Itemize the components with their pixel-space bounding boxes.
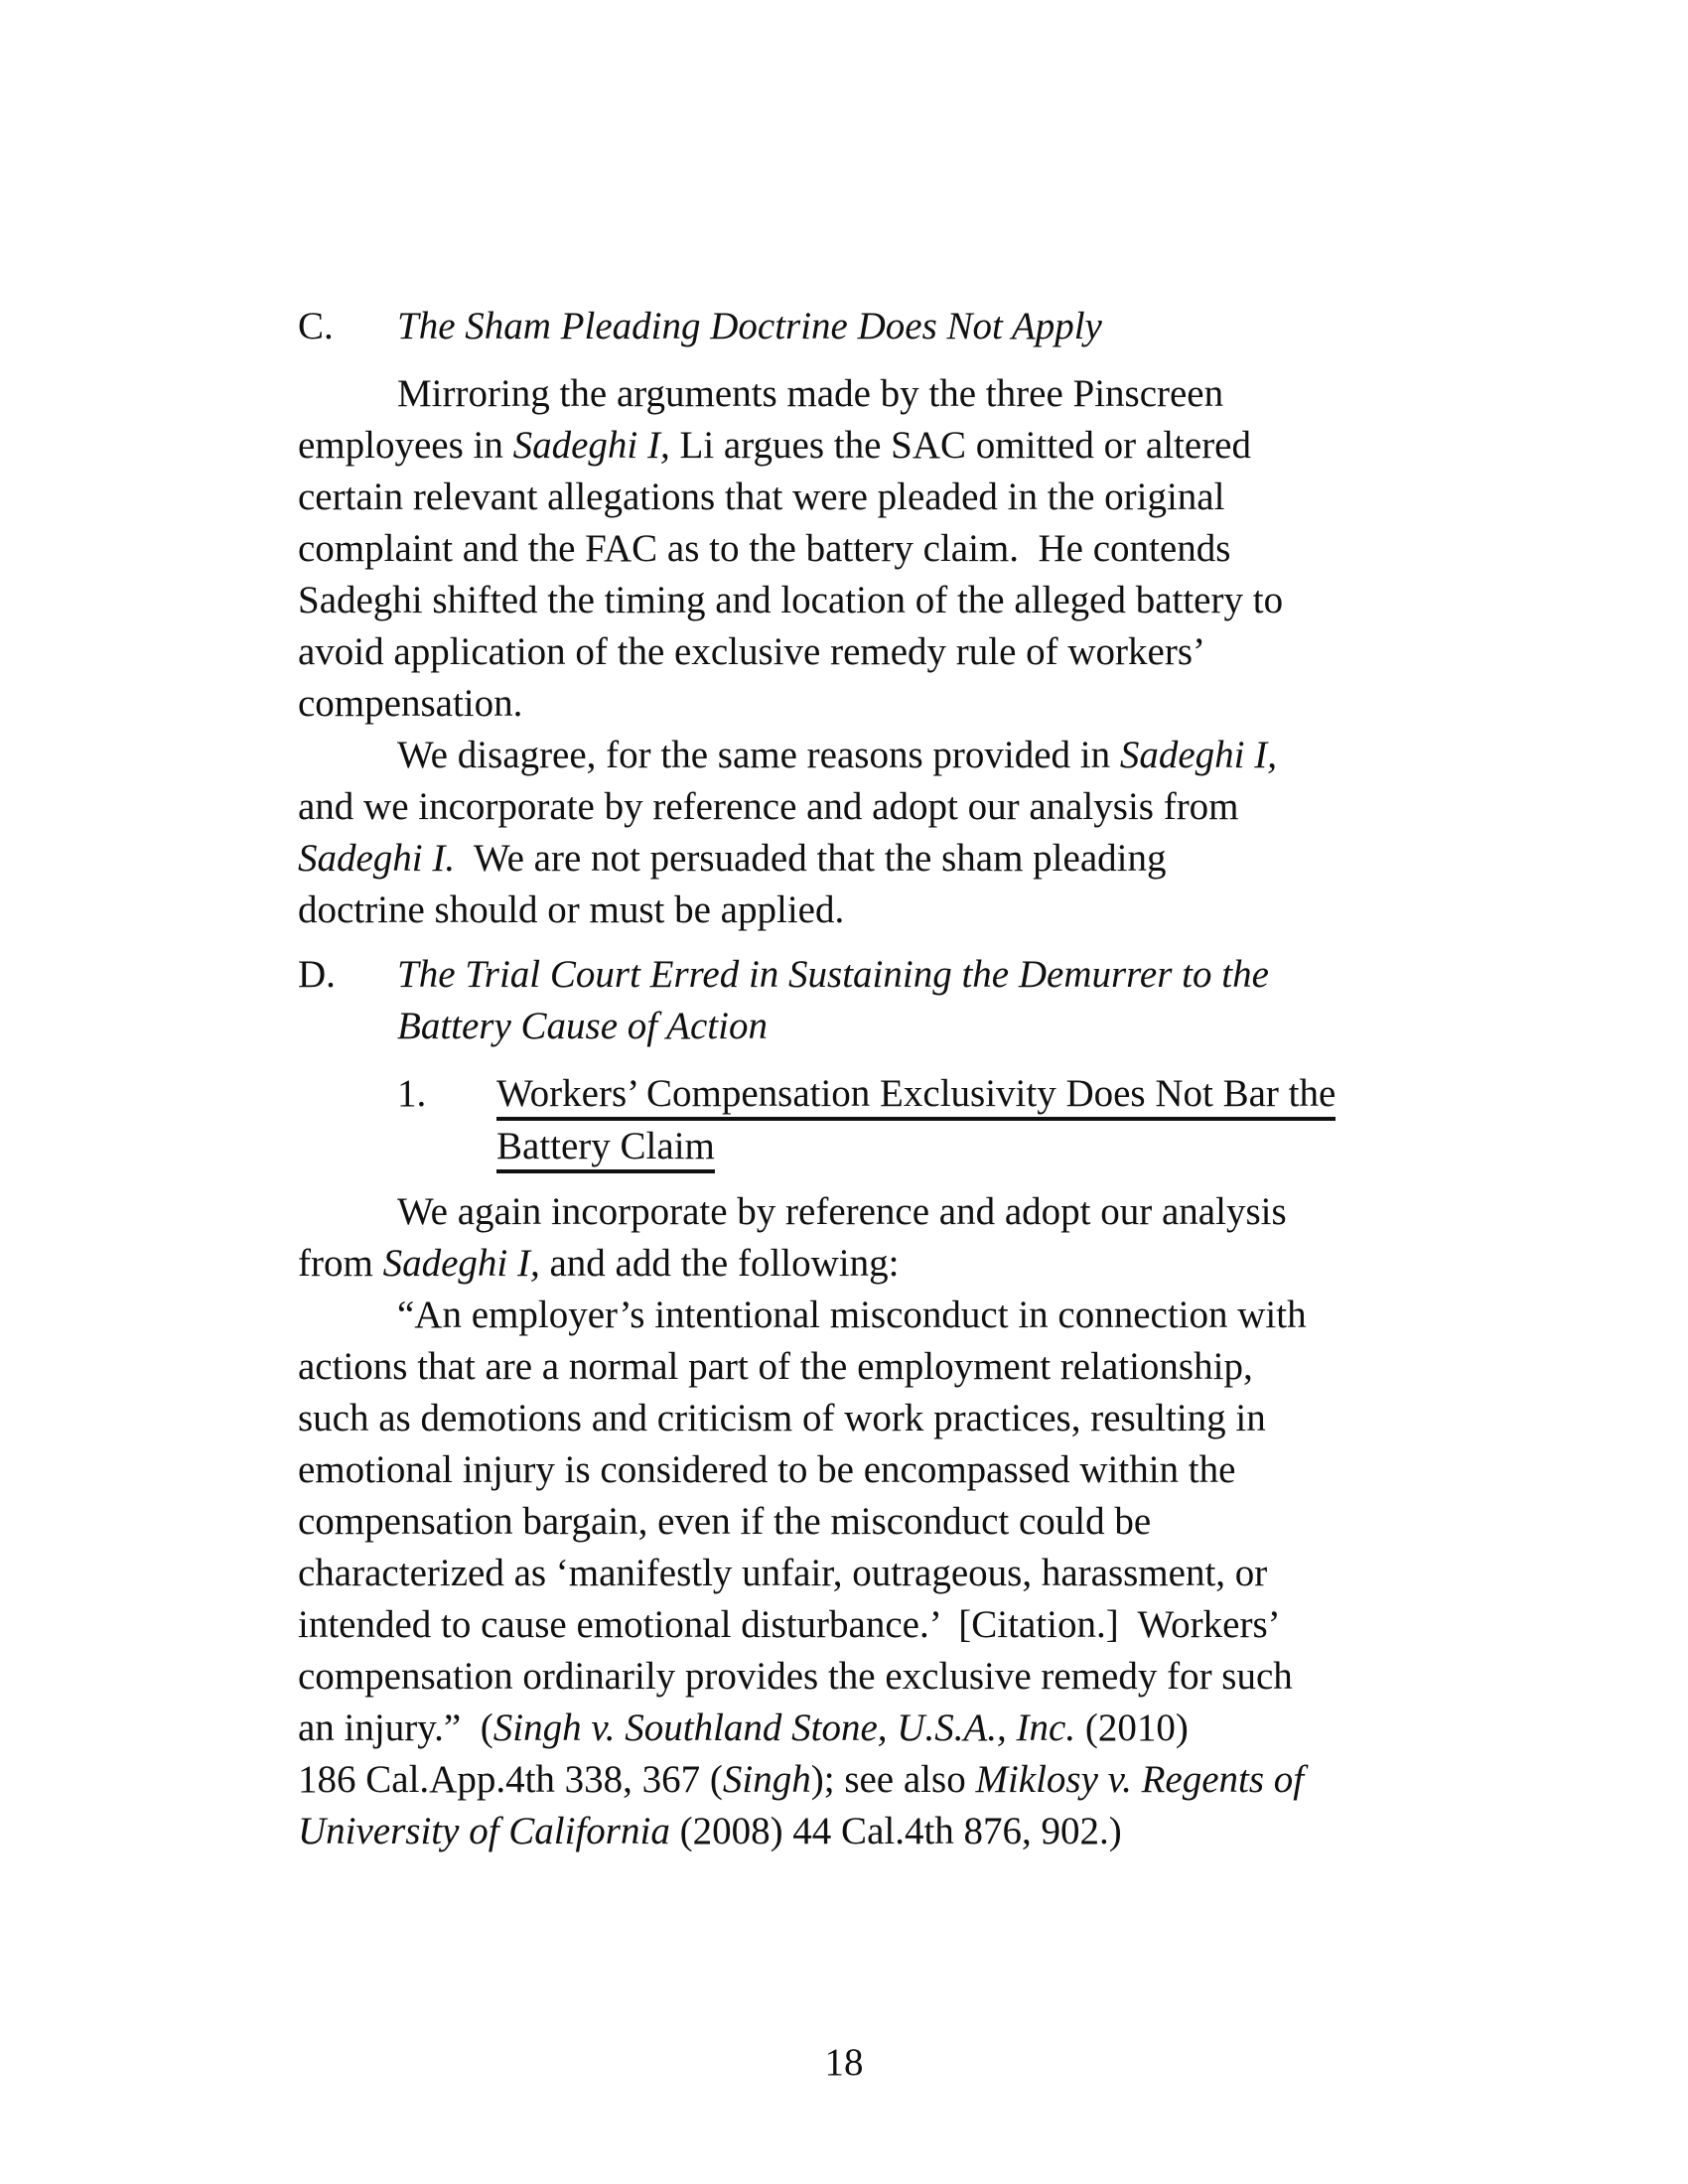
text-line (298, 420, 1509, 472)
heading-section-c (298, 301, 1509, 352)
text-line: actions that are a normal part of the employment relationship, (298, 1345, 1253, 1388)
text-line: complaint and the FAC as to the battery claim. He contends (298, 527, 1231, 570)
text-line: such as demotions and criticism of work practices, resulting in (298, 1397, 1266, 1439)
text-line: characterized as ‘manifestly unfair, outrageous, harassment, or (298, 1552, 1268, 1594)
paragraph-3 (298, 1186, 1509, 1290)
case-name: Singh v. Southland Stone, U.S.A., Inc. (492, 1706, 1076, 1749)
text-line (298, 833, 1509, 885)
text-segment: and add the following: (539, 1242, 900, 1285)
paragraph-1 (298, 368, 1509, 730)
subheading-1-title (496, 1068, 1509, 1173)
text-segment: 186 Cal.App.4th 338, 367 ( (298, 1758, 723, 1801)
text-line: doctrine should or must be applied. (298, 888, 845, 931)
text-segment: We disagree, for the same reasons provided in (397, 734, 1120, 776)
text-line: compensation ordinarily provides the exclusive remedy for such (298, 1655, 1293, 1698)
text-segment: from (298, 1242, 383, 1285)
text-line: certain relevant allegations that were pleaded in the original (298, 476, 1225, 518)
case-name: Sadeghi I. (298, 837, 456, 880)
text-line: Mirroring the arguments made by the three Pinscreen (397, 372, 1224, 415)
subheading-1-label: 1. (397, 1072, 427, 1115)
case-name: Singh (722, 1758, 811, 1801)
text-line: avoid application of the exclusive remedy rule of workers’ (298, 630, 1206, 673)
text-segment: (2008) 44 Cal.4th 876, 902.) (669, 1810, 1122, 1852)
document-content (298, 301, 1509, 1857)
text-segment: Li argues the SAC omitted or altered (669, 424, 1251, 467)
text-line: intended to cause emotional disturbance.’ [Citation.] Workers’ (298, 1603, 1281, 1646)
text-line: compensation bargain, even if the misconduct could be (298, 1500, 1152, 1543)
page-number: 18 (824, 2041, 864, 2084)
text-line: “An employer’s intentional misconduct in connection with (397, 1294, 1307, 1336)
subheading-1 (298, 1068, 1509, 1173)
text-line (298, 1238, 1509, 1290)
text-line (298, 1806, 1509, 1857)
case-name: Sadeghi I, (512, 424, 670, 467)
underlined-text: Workers’ Compensation Exclusivity Does Not Bar the (496, 1071, 1336, 1121)
text-line: emotional injury is considered to be encompassed within the (298, 1448, 1236, 1491)
case-name: Sadeghi I, (1119, 734, 1278, 776)
text-line (298, 1703, 1509, 1754)
text-line: We again incorporate by reference and adopt our analysis (397, 1190, 1287, 1233)
text-line (298, 1754, 1509, 1806)
text-line (298, 730, 1509, 781)
text-segment: employees in (298, 424, 513, 467)
heading-c-label: C. (298, 305, 334, 347)
subheading-1-title-line (496, 1072, 1336, 1115)
text-segment: We are not persuaded that the sham pleading (455, 837, 1167, 880)
text-segment: (2010) (1075, 1706, 1189, 1749)
text-line: Sadeghi shifted the timing and location of the alleged battery to (298, 579, 1284, 621)
text-line: and we incorporate by reference and adopt our analysis from (298, 785, 1239, 828)
paragraph-4 (298, 1290, 1509, 1857)
underlined-text: Battery Claim (496, 1124, 715, 1173)
paragraph-2 (298, 730, 1509, 936)
text-segment: ); see also (810, 1758, 976, 1801)
text-segment: an injury.” ( (298, 1706, 493, 1749)
heading-section-d (298, 949, 1509, 1052)
heading-d-label: D. (298, 953, 336, 996)
text-line: compensation. (298, 682, 523, 725)
case-name: Miklosy v. Regents of (975, 1758, 1305, 1801)
case-name: University of California (298, 1810, 670, 1852)
heading-d-title (397, 949, 1509, 1052)
case-name: Sadeghi I, (382, 1242, 540, 1285)
heading-c-title: The Sham Pleading Doctrine Does Not Apply (397, 305, 1102, 347)
subheading-1-title-line (496, 1125, 715, 1167)
heading-d-title-line: The Trial Court Erred in Sustaining the Demurrer to the (397, 953, 1269, 996)
heading-d-title-line: Battery Cause of Action (397, 1005, 768, 1047)
